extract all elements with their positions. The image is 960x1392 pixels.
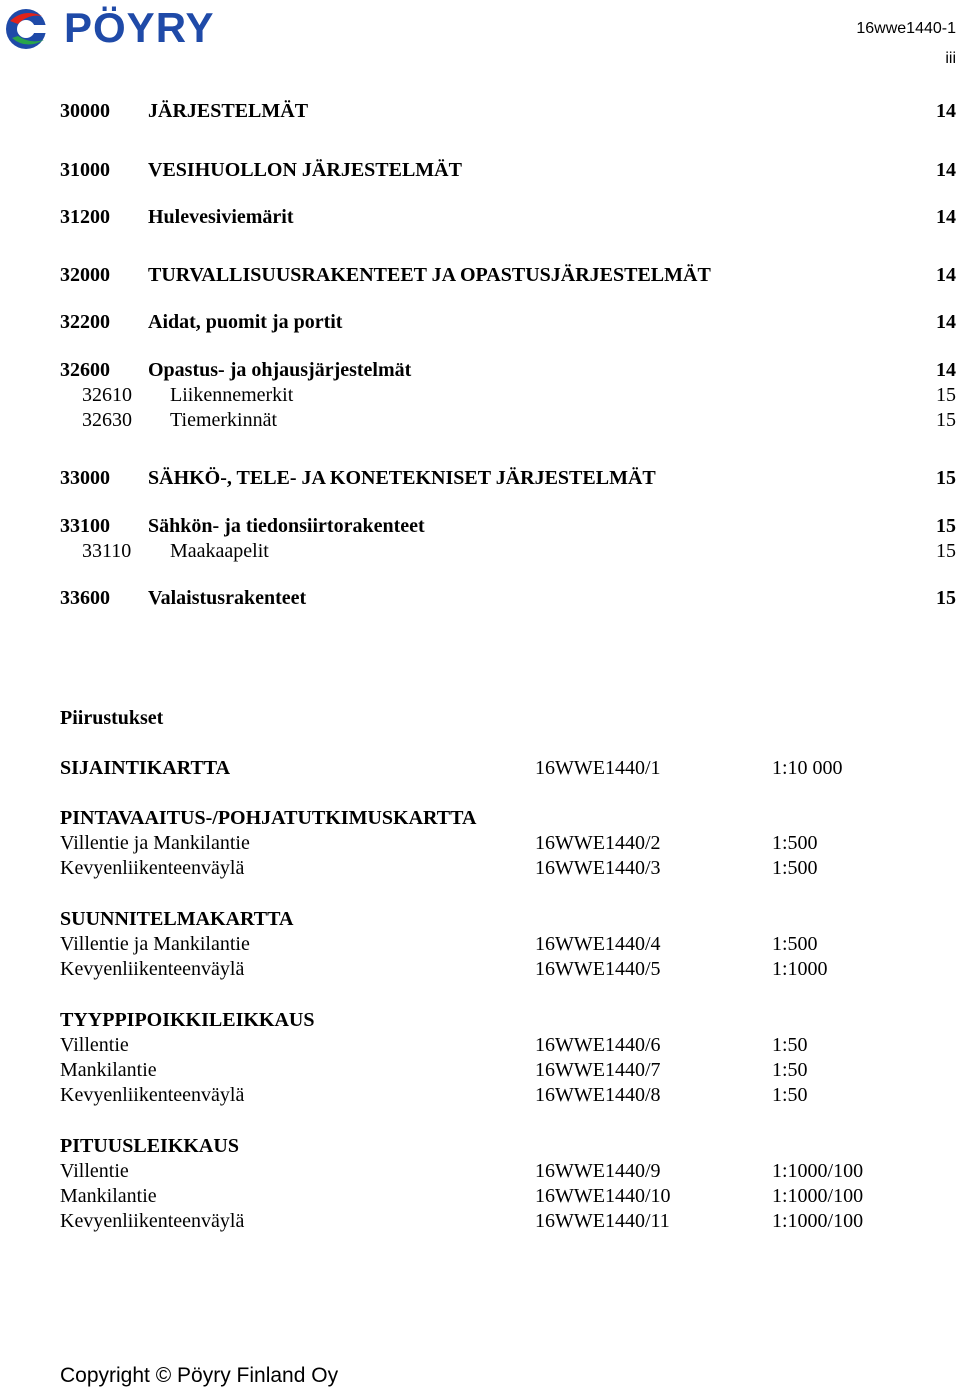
- drawing-number: 16WWE1440/4: [535, 933, 661, 955]
- toc-page: 15: [936, 587, 956, 609]
- toc-entry[interactable]: [60, 466, 956, 490]
- drawing-row: [60, 1209, 940, 1233]
- drawings-heading: Piirustukset: [60, 707, 164, 729]
- drawing-title: Kevyenliikenteenväylä: [60, 1210, 245, 1232]
- toc-code: 33100: [60, 515, 110, 537]
- toc-page: 15: [936, 540, 956, 562]
- drawing-scale: 1:50: [772, 1059, 808, 1081]
- toc-title: Valaistusrakenteet: [148, 587, 307, 609]
- drawing-title: Kevyenliikenteenväylä: [60, 857, 245, 879]
- drawing-number: 16WWE1440/5: [535, 958, 661, 980]
- toc-code: 33000: [60, 467, 110, 489]
- drawing-row: [60, 1083, 940, 1107]
- poyry-logo-mark-icon: [4, 6, 56, 52]
- copyright-footer: Copyright © Pöyry Finland Oy: [60, 1364, 339, 1387]
- drawing-title: Villentie: [60, 1034, 129, 1056]
- drawing-title: Villentie ja Mankilantie: [60, 832, 250, 854]
- drawing-row: [60, 856, 940, 880]
- toc-entry[interactable]: [60, 358, 956, 382]
- drawing-scale: 1:500: [772, 857, 818, 879]
- toc-page: 14: [936, 159, 956, 181]
- drawing-scale: 1:50: [772, 1084, 808, 1106]
- toc-page: 14: [936, 311, 956, 333]
- drawing-title: SIJAINTIKARTTA: [60, 757, 231, 779]
- toc-entry[interactable]: [60, 586, 956, 610]
- drawing-section-title: PITUUSLEIKKAUS: [60, 1135, 239, 1157]
- drawing-scale: 1:50: [772, 1034, 808, 1056]
- drawing-number: 16WWE1440/8: [535, 1084, 661, 1106]
- toc-code: 32000: [60, 264, 110, 286]
- drawing-title: Kevyenliikenteenväylä: [60, 1084, 245, 1106]
- drawing-section: [60, 907, 940, 931]
- toc-title: Opastus- ja ohjausjärjestelmät: [148, 359, 412, 381]
- toc-entry[interactable]: [60, 514, 956, 538]
- toc-page: 14: [936, 359, 956, 381]
- toc-code: 32630: [82, 409, 132, 431]
- drawing-number: 16WWE1440/1: [535, 757, 661, 779]
- toc-page: 15: [936, 467, 956, 489]
- toc-code: 30000: [60, 100, 110, 122]
- toc-code: 33110: [82, 540, 132, 562]
- drawing-row: [60, 1058, 940, 1082]
- drawing-row: [60, 1033, 940, 1057]
- drawing-number: 16WWE1440/6: [535, 1034, 661, 1056]
- drawing-number: 16WWE1440/9: [535, 1160, 661, 1182]
- toc-subentry[interactable]: [60, 408, 956, 432]
- drawing-row: [60, 932, 940, 956]
- toc-title: VESIHUOLLON JÄRJESTELMÄT: [148, 159, 462, 181]
- toc-page: 14: [936, 264, 956, 286]
- toc-page: 14: [936, 100, 956, 122]
- poyry-logo: [4, 6, 244, 52]
- toc-code: 33600: [60, 587, 110, 609]
- drawing-section-title: PINTAVAAITUS-/POHJATUTKIMUSKARTTA: [60, 807, 477, 829]
- drawing-scale: 1:10 000: [772, 757, 843, 779]
- drawing-scale: 1:500: [772, 933, 818, 955]
- drawing-scale: 1:1000/100: [772, 1160, 864, 1182]
- document-id: 16wwe1440-1: [856, 20, 956, 37]
- drawing-title: Kevyenliikenteenväylä: [60, 958, 245, 980]
- toc-entry[interactable]: [60, 99, 956, 123]
- drawing-section-title: SUUNNITELMAKARTTA: [60, 908, 294, 930]
- drawing-section: [60, 806, 940, 830]
- drawing-scale: 1:1000: [772, 958, 828, 980]
- drawing-number: 16WWE1440/3: [535, 857, 661, 879]
- drawing-section: [60, 1008, 940, 1032]
- toc-page: 15: [936, 409, 956, 431]
- page-number: iii: [945, 50, 956, 67]
- toc-title: Maakaapelit: [170, 540, 269, 562]
- drawing-scale: 1:1000/100: [772, 1210, 864, 1232]
- drawing-row: [60, 1159, 940, 1183]
- toc-code: 32600: [60, 359, 110, 381]
- toc-code: 31200: [60, 206, 110, 228]
- toc-title: TURVALLISUUSRAKENTEET JA OPASTUSJÄRJESTELMÄT: [148, 264, 711, 286]
- drawing-section-title: TYYPPIPOIKKILEIKKAUS: [60, 1009, 315, 1031]
- toc-entry[interactable]: [60, 263, 956, 287]
- toc-title: Sähkön- ja tiedonsiirtorakenteet: [148, 515, 425, 537]
- drawing-scale: 1:1000/100: [772, 1185, 864, 1207]
- toc-subentry[interactable]: [60, 383, 956, 407]
- drawing-title: Villentie ja Mankilantie: [60, 933, 250, 955]
- drawing-row: [60, 957, 940, 981]
- drawing-number: 16WWE1440/10: [535, 1185, 671, 1207]
- toc-code: 32610: [82, 384, 132, 406]
- drawing-row: [60, 831, 940, 855]
- drawing-row: [60, 1184, 940, 1208]
- toc-title: Tiemerkinnät: [170, 409, 278, 431]
- toc-title: SÄHKÖ-, TELE- JA KONETEKNISET JÄRJESTELMÄT: [148, 467, 656, 489]
- toc-entry[interactable]: [60, 310, 956, 334]
- toc-title: Liikennemerkit: [170, 384, 294, 406]
- toc-title: JÄRJESTELMÄT: [148, 100, 309, 122]
- drawing-title: Villentie: [60, 1160, 129, 1182]
- toc-page: 15: [936, 384, 956, 406]
- toc-subentry[interactable]: [60, 539, 956, 563]
- drawing-row: [60, 756, 940, 780]
- toc-page: 14: [936, 206, 956, 228]
- toc-entry[interactable]: [60, 205, 956, 229]
- drawing-section: [60, 1134, 940, 1158]
- drawing-title: Mankilantie: [60, 1059, 157, 1081]
- toc-title: Hulevesiviemärit: [148, 206, 294, 228]
- toc-page: 15: [936, 515, 956, 537]
- drawing-number: 16WWE1440/2: [535, 832, 661, 854]
- drawing-number: 16WWE1440/11: [535, 1210, 670, 1232]
- toc-title: Aidat, puomit ja portit: [148, 311, 343, 333]
- toc-entry[interactable]: [60, 158, 956, 182]
- drawing-scale: 1:500: [772, 832, 818, 854]
- drawing-number: 16WWE1440/7: [535, 1059, 661, 1081]
- logo-wordmark: PÖYRY: [64, 4, 215, 51]
- toc-code: 31000: [60, 159, 110, 181]
- drawing-title: Mankilantie: [60, 1185, 157, 1207]
- toc-code: 32200: [60, 311, 110, 333]
